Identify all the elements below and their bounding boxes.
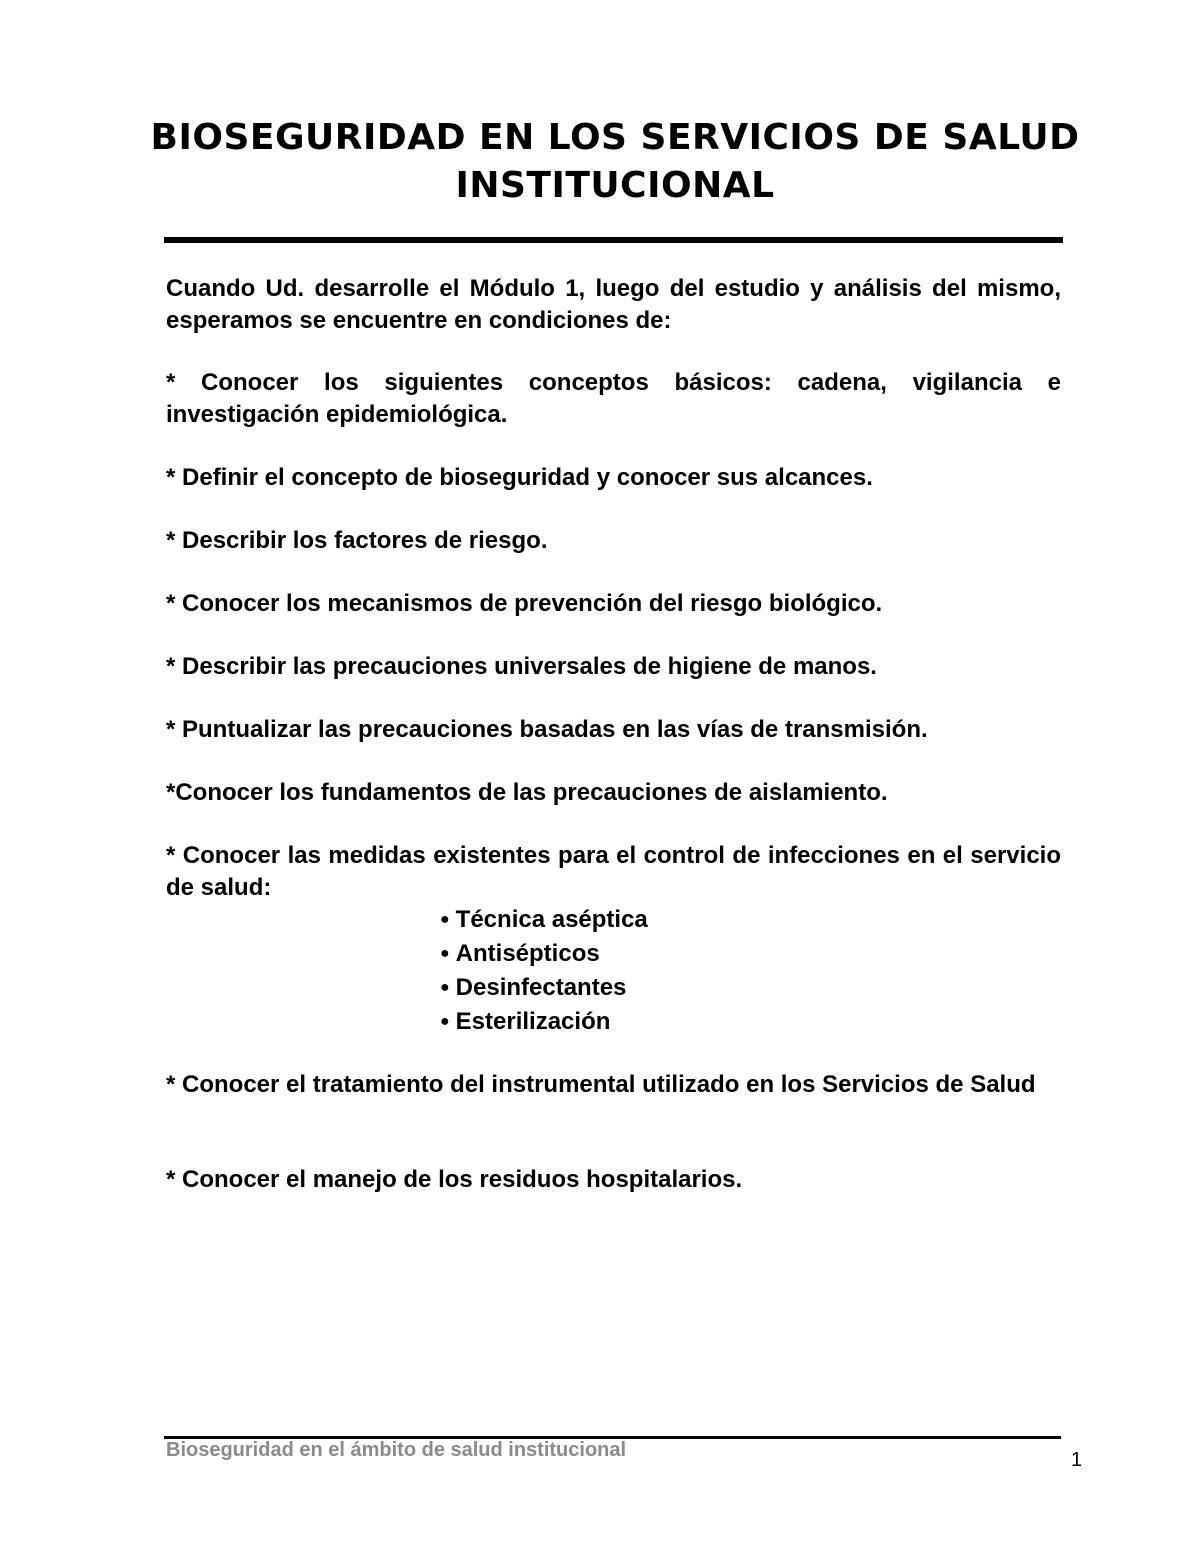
intro-paragraph: Cuando Ud. desarrolle el Módulo 1, luego del estudio y análisis del mismo, esperamos se encuentre en condiciones de: <box>166 275 1061 334</box>
bullet-text: Esterilización <box>455 1008 611 1035</box>
bullet-icon: ● <box>440 911 450 928</box>
objective-item: * Conocer las medidas existentes para el control de infecciones en el servicio de salud: <box>166 842 1061 901</box>
objective-item: * Describir los factores de riesgo. <box>166 527 548 554</box>
title-divider <box>164 237 1063 243</box>
footer-caption: Bioseguridad en el ámbito de salud institucional <box>166 1439 627 1461</box>
objective-item: * Puntualizar las precauciones basadas en las vías de transmisión. <box>166 716 928 743</box>
page-number: 1 <box>1071 1449 1083 1471</box>
bullet-icon: ● <box>440 1013 450 1030</box>
objective-item: * Conocer el manejo de los residuos hospitalarios. <box>166 1166 743 1193</box>
bullet-list-item <box>440 904 648 936</box>
objective-item: * Describir las precauciones universales de higiene de manos. <box>166 653 877 680</box>
bullet-icon: ● <box>440 979 450 996</box>
objective-item: * Conocer los siguientes conceptos básicos: cadena, vigilancia e investigación epidemiológica. <box>166 369 1061 428</box>
objective-item: * Conocer el tratamiento del instrumental utilizado en los Servicios de Salud <box>166 1071 1036 1098</box>
bullet-list-item <box>440 972 626 1004</box>
objective-item: *Conocer los fundamentos de las precauciones de aislamiento. <box>166 779 888 806</box>
bullet-text: Antisépticos <box>455 940 600 967</box>
page-title-line-2: INSTITUCIONAL <box>455 165 775 206</box>
page-title-line-1: BIOSEGURIDAD EN LOS SERVICIOS DE SALUD <box>150 117 1080 158</box>
bullet-list-item <box>440 1006 610 1038</box>
bullet-list-item <box>440 938 600 970</box>
bullet-text: Técnica aséptica <box>455 906 648 933</box>
bullet-icon: ● <box>440 945 450 962</box>
bullet-text: Desinfectantes <box>455 974 627 1001</box>
objective-item: * Definir el concepto de bioseguridad y conocer sus alcances. <box>166 464 873 491</box>
objective-item: * Conocer los mecanismos de prevención del riesgo biológico. <box>166 590 883 617</box>
